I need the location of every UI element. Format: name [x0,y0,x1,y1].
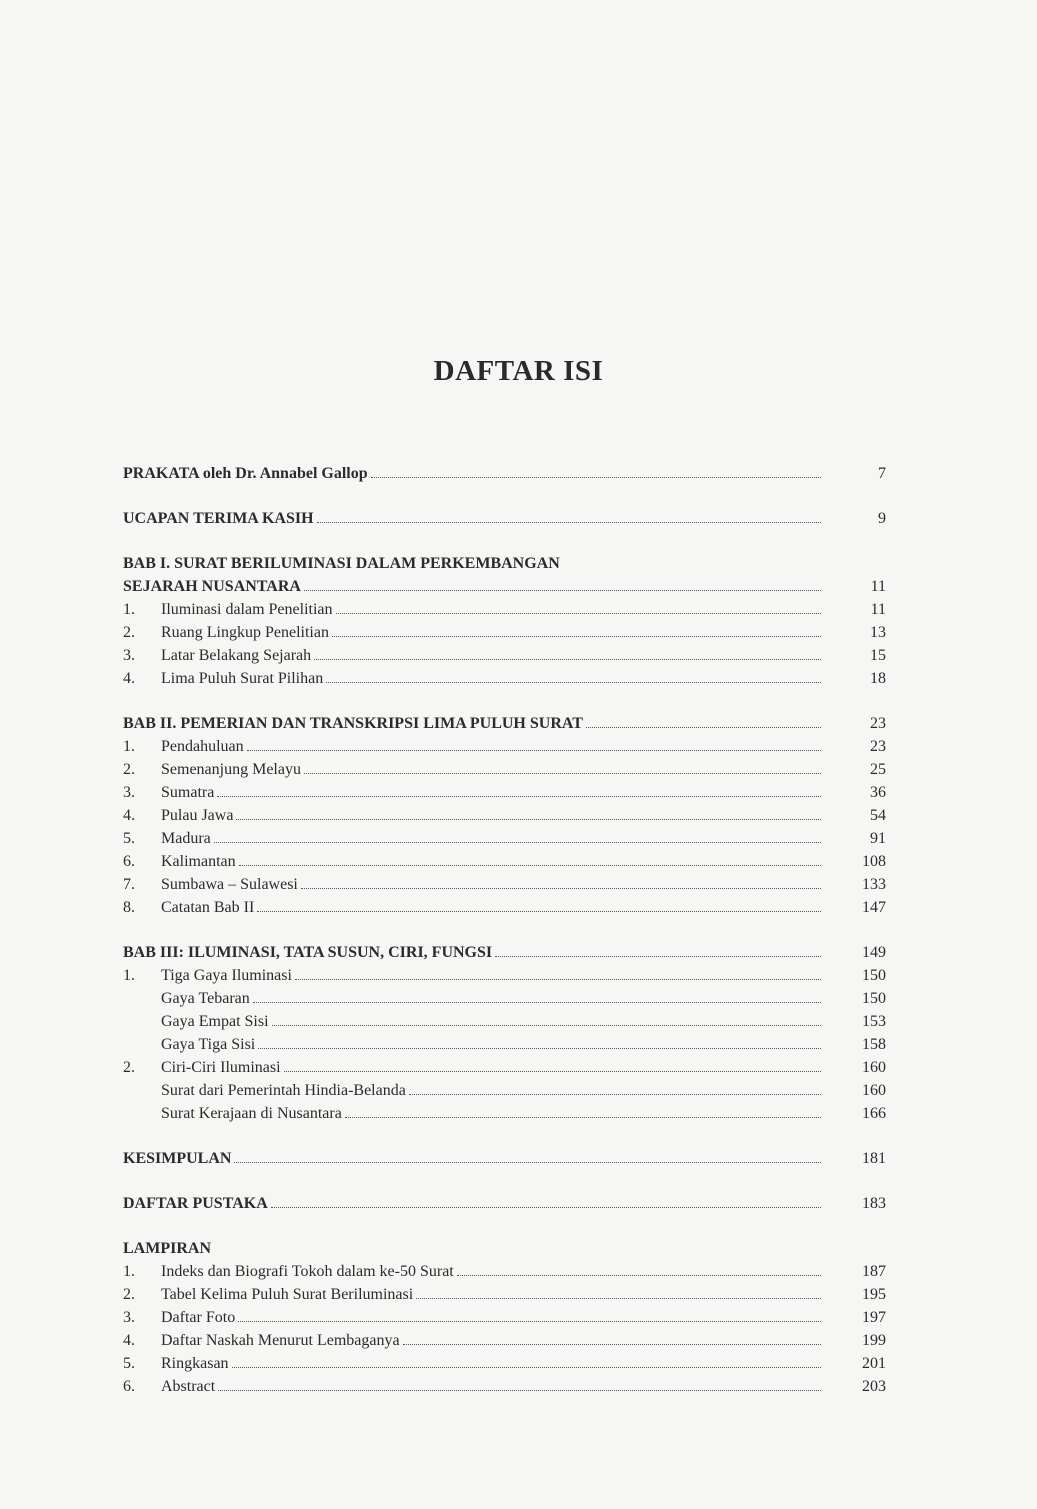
toc-entry-label: PRAKATA oleh Dr. Annabel Gallop [123,465,368,482]
toc-entry-label: Semenanjung Melayu [161,761,301,778]
toc-item-number: 6. [123,1378,135,1395]
toc-subentry[interactable] [123,644,886,667]
toc-entry-label: DAFTAR PUSTAKA [123,1195,268,1212]
toc-subentry[interactable] [123,987,886,1010]
toc-page-number: 166 [862,1105,886,1122]
toc-entry-label: Sumbawa – Sulawesi [161,876,298,893]
dot-leader [271,1198,821,1208]
toc-item-number: 6. [123,853,135,870]
toc-page-number: 25 [870,761,886,778]
dot-leader [239,856,821,866]
toc-subentry[interactable] [123,758,886,781]
toc-item-number: 1. [123,738,135,755]
toc-entry-label: Gaya Tiga Sisi [161,1036,256,1053]
toc-subentry[interactable] [123,598,886,621]
dot-leader [371,468,821,478]
toc-page-number: 23 [870,715,886,732]
toc-page-number: 150 [862,990,886,1007]
toc-subentry[interactable] [123,1033,886,1056]
dot-leader [301,879,821,889]
toc-section-heading-lampiran [123,1237,886,1260]
toc-entry-label: UCAPAN TERIMA KASIH [123,510,314,527]
toc-item-number: 4. [123,670,135,687]
dot-leader [238,1312,821,1322]
page-title: DAFTAR ISI [433,355,604,388]
toc-subentry[interactable] [123,1329,886,1352]
toc-page-number: 15 [870,647,886,664]
toc-page-number: 195 [862,1286,886,1303]
toc-entry-label: Pendahuluan [161,738,244,755]
toc-page-number: 201 [862,1355,886,1372]
toc-item-number: 2. [123,761,135,778]
toc-entry-label: Sumatra [161,784,215,801]
toc-page-number: 203 [862,1378,886,1395]
toc-entry-label: LAMPIRAN [123,1240,211,1257]
dot-leader [214,833,821,843]
toc-page-number: 181 [862,1150,886,1167]
dot-leader [314,650,821,660]
toc-item-number: 5. [123,1355,135,1372]
toc-page-number: 133 [862,876,886,893]
toc-entry-label: KESIMPULAN [123,1150,232,1167]
toc-entry-label: Ruang Lingkup Penelitian [161,624,329,641]
toc-subentry[interactable] [123,1010,886,1033]
toc-item-number: 3. [123,784,135,801]
toc-page-number: 7 [878,465,886,482]
toc-item-number: 2. [123,1286,135,1303]
dot-leader [457,1266,821,1276]
toc-page-number: 149 [862,944,886,961]
toc-page-number: 160 [862,1059,886,1076]
toc-entry-daftar-pustaka[interactable] [123,1192,886,1215]
toc-subentry[interactable] [123,735,886,758]
toc-entry-label: Daftar Naskah Menurut Lembaganya [161,1332,400,1349]
toc-item-number: 2. [123,624,135,641]
toc-subentry[interactable] [123,1283,886,1306]
dot-leader [258,1039,821,1049]
toc-subentry[interactable] [123,1056,886,1079]
dot-leader [403,1335,821,1345]
toc-page-number: 18 [870,670,886,687]
dot-leader [336,604,821,614]
dot-leader [253,993,821,1003]
toc-subentry[interactable] [123,1306,886,1329]
toc-subentry[interactable] [123,1260,886,1283]
toc-entry-label: Ringkasan [161,1355,229,1372]
toc-item-number: 1. [123,601,135,618]
toc-page-number: 160 [862,1082,886,1099]
toc-item-number: 4. [123,1332,135,1349]
toc-entry-prakata[interactable] [123,462,886,485]
toc-item-number: 3. [123,1309,135,1326]
toc-subentry[interactable] [123,896,886,919]
dot-leader [236,810,821,820]
dot-leader [234,1153,821,1163]
toc-subentry[interactable] [123,964,886,987]
toc-page-number: 13 [870,624,886,641]
dot-leader [317,513,821,523]
dot-leader [284,1062,821,1072]
dot-leader [217,787,821,797]
toc-page-number: 183 [862,1195,886,1212]
toc-entry-label: Abstract [161,1378,216,1395]
toc-entry-bab2[interactable] [123,712,886,735]
toc-entry-label: Lima Puluh Surat Pilihan [161,670,324,687]
dot-leader [332,627,821,637]
dot-leader [232,1358,821,1368]
toc-entry-label: Ciri-Ciri Iluminasi [161,1059,281,1076]
toc-entry-label: BAB II. PEMERIAN DAN TRANSKRIPSI LIMA PULUH SURAT [123,715,583,732]
toc-page-number: 11 [870,578,886,595]
toc-entry-label: Pulau Jawa [161,807,234,824]
dot-leader [586,718,821,728]
toc-entry-label: Tabel Kelima Puluh Surat Beriluminasi [161,1286,414,1303]
toc-entry-label: Surat dari Pemerintah Hindia-Belanda [161,1082,406,1099]
toc-entry-label: Kalimantan [161,853,236,870]
toc-page-number: 197 [862,1309,886,1326]
toc-subentry[interactable] [123,667,886,690]
toc-page-number: 153 [862,1013,886,1030]
toc-entry-label: Latar Belakang Sejarah [161,647,312,664]
toc-entry-label: Gaya Empat Sisi [161,1013,269,1030]
toc-subentry[interactable] [123,873,886,896]
toc-item-number: 7. [123,876,135,893]
toc-subentry[interactable] [123,781,886,804]
toc-page-number: 199 [862,1332,886,1349]
toc-item-number: 1. [123,1263,135,1280]
toc-subentry[interactable] [123,621,886,644]
toc-page-number: 23 [870,738,886,755]
toc-page-number: 108 [862,853,886,870]
toc-page-number: 36 [870,784,886,801]
toc-entry-label: Tiga Gaya Iluminasi [161,967,292,984]
toc-entry-label: Surat Kerajaan di Nusantara [161,1105,342,1122]
toc-page-number: 150 [862,967,886,984]
toc-subentry[interactable] [123,1352,886,1375]
toc-item-number: 4. [123,807,135,824]
dot-leader [218,1381,821,1391]
toc-entry-label: Madura [161,830,211,847]
toc-subentry[interactable] [123,1102,886,1125]
toc-chapter-heading-bab1 [123,552,886,575]
dot-leader [416,1289,821,1299]
toc-subentry[interactable] [123,850,886,873]
toc-page-number: 54 [870,807,886,824]
toc-entry-bab3[interactable] [123,941,886,964]
toc-entry-label: Iluminasi dalam Penelitian [161,601,333,618]
dot-leader [304,581,821,591]
toc-entry-label: Catatan Bab II [161,899,255,916]
toc-subentry[interactable] [123,827,886,850]
toc-page-number: 158 [862,1036,886,1053]
toc-entry-bab1[interactable] [123,575,886,598]
toc-entry-label: Daftar Foto [161,1309,236,1326]
dot-leader [345,1108,821,1118]
dot-leader [272,1016,821,1026]
dot-leader [257,902,821,912]
toc-page-number: 187 [862,1263,886,1280]
dot-leader [409,1085,821,1095]
toc-page-number: 147 [862,899,886,916]
dot-leader [295,970,821,980]
toc-entry-label: Indeks dan Biografi Tokoh dalam ke-50 Surat [161,1263,454,1280]
toc-entry-ucapan[interactable] [123,507,886,530]
toc-item-number: 8. [123,899,135,916]
toc-item-number: 1. [123,967,135,984]
toc-page-number: 11 [870,601,886,618]
toc-subentry[interactable] [123,804,886,827]
dot-leader [247,741,821,751]
toc-item-number: 2. [123,1059,135,1076]
toc-entry-label: SEJARAH NUSANTARA [123,578,301,595]
toc-subentry[interactable] [123,1375,886,1398]
toc-entry-kesimpulan[interactable] [123,1147,886,1170]
table-of-contents [123,462,886,1398]
toc-page-number: 9 [878,510,886,527]
toc-entry-label: BAB I. SURAT BERILUMINASI DALAM PERKEMBANGAN [123,555,560,572]
dot-leader [326,673,821,683]
dot-leader [304,764,821,774]
toc-entry-label: Gaya Tebaran [161,990,250,1007]
toc-entry-label: BAB III: ILUMINASI, TATA SUSUN, CIRI, FUNGSI [123,944,493,961]
toc-page-number: 91 [870,830,886,847]
toc-item-number: 3. [123,647,135,664]
toc-subentry[interactable] [123,1079,886,1102]
dot-leader [495,947,821,957]
toc-item-number: 5. [123,830,135,847]
